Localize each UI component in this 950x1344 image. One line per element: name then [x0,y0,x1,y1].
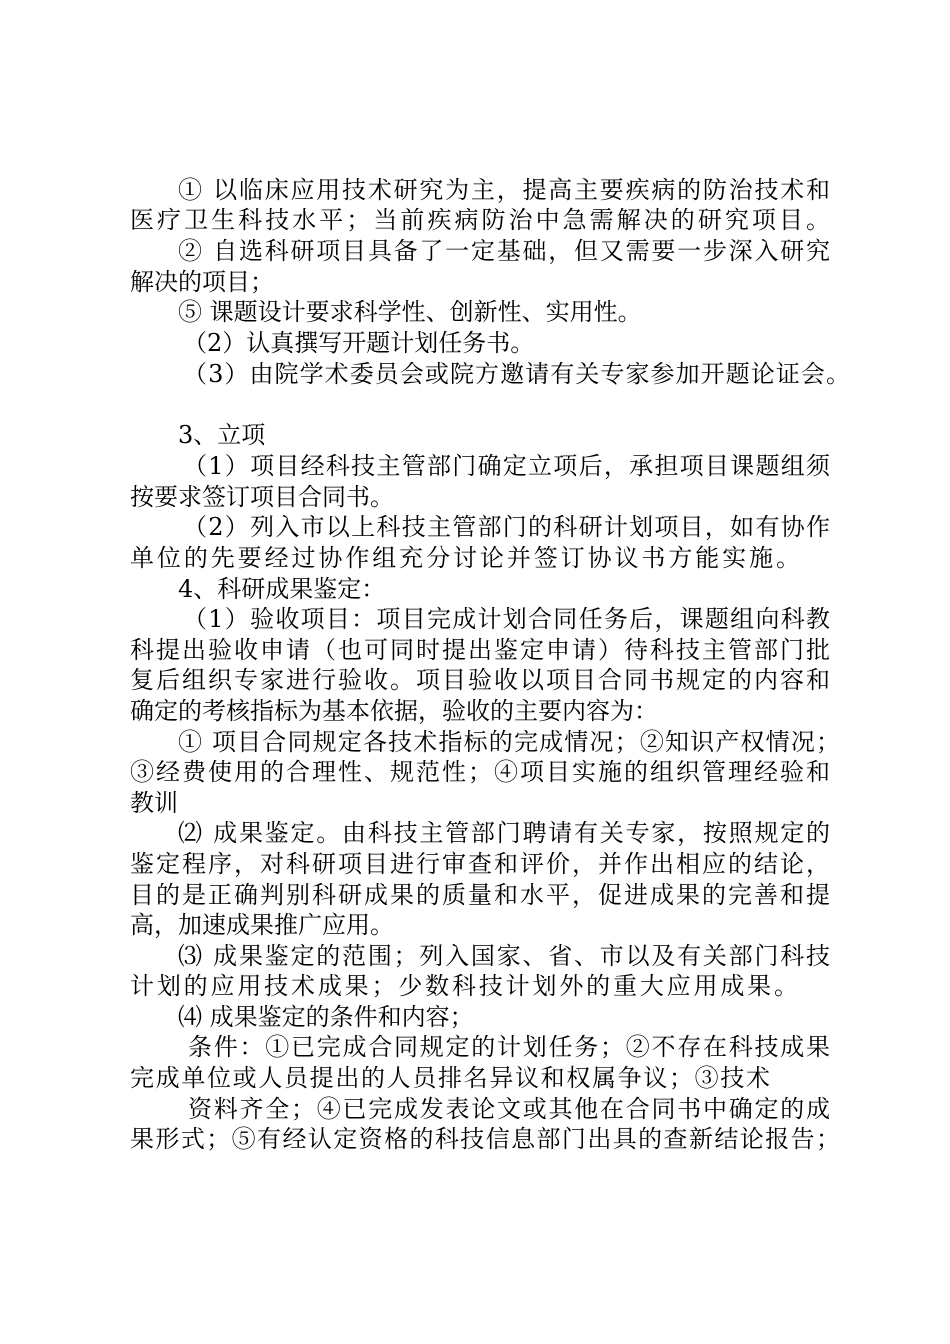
text-line: ⑤ 课题设计要求科学性、创新性、实用性。 [178,298,642,326]
text-line: 复后组织专家进行验收。项目验收以项目合同书规定的内容和 [130,666,830,694]
text-line: （2）列入市以上科技主管部门的科研计划项目，如有协作 [183,513,830,541]
text-line: 科提出验收申请（也可同时提出鉴定申请）待科技主管部门批 [130,636,830,664]
text-line: 按要求签订项目合同书。 [130,483,394,511]
text-line: 条件：①已完成合同规定的计划任务；②不存在科技成果 [188,1033,830,1061]
text-line: 鉴定程序，对科研项目进行审查和评价，并作出相应的结论， [130,850,830,878]
text-line: ① 项目合同规定各技术指标的完成情况；②知识产权情况； [178,728,840,756]
text-line: ⑷ 成果鉴定的条件和内容； [178,1003,474,1031]
text-line: ② 自选科研项目具备了一定基础，但又需要一步深入研究 [178,237,830,265]
text-line: ⑶ 成果鉴定的范围；列入国家、省、市以及有关部门科技 [178,942,830,970]
text-line: 高，加速成果推广应用。 [130,911,394,939]
text-line: 解决的项目； [130,268,274,296]
text-line: （2）认真撰写开题计划任务书。 [183,329,535,357]
text-line: 完成单位或人员提出的人员排名异议和权属争议；③技术 [130,1064,770,1092]
section-heading: 4、科研成果鉴定： [178,575,386,603]
text-line: ⑵ 成果鉴定。由科技主管部门聘请有关专家，按照规定的 [178,819,830,847]
text-line: 单位的先要经过协作组充分讨论并签订协议书方能实施。 [130,544,800,572]
text-line: （1）验收项目：项目完成计划合同任务后，课题组向科教 [183,605,830,633]
text-line: ③经费使用的合理性、规范性；④项目实施的组织管理经验和 [130,758,830,786]
text-line: 果形式；⑤有经认定资格的科技信息部门出具的查新结论报告； [130,1125,840,1153]
text-line: 确定的考核指标为基本依据，验收的主要内容为： [130,697,658,725]
text-line: 目的是正确判别科研成果的质量和水平，促进成果的完善和提 [130,881,830,909]
text-line: ① 以临床应用技术研究为主，提高主要疾病的防治技术和 [178,176,830,204]
text-line: （3）由院学术委员会或院方邀请有关专家参加开题论证会。 [183,360,850,388]
text-line: 医疗卫生科技水平；当前疾病防治中急需解决的研究项目。 [130,206,830,234]
text-line: （1）项目经科技主管部门确定立项后，承担项目课题组须 [183,452,830,480]
text-line: 教训 [130,789,178,817]
section-heading: 3、立项 [178,421,266,449]
text-line: 计划的应用技术成果；少数科技计划外的重大应用成果。 [130,972,798,1000]
text-line: 资料齐全；④已完成发表论文或其他在合同书中确定的成 [188,1095,830,1123]
